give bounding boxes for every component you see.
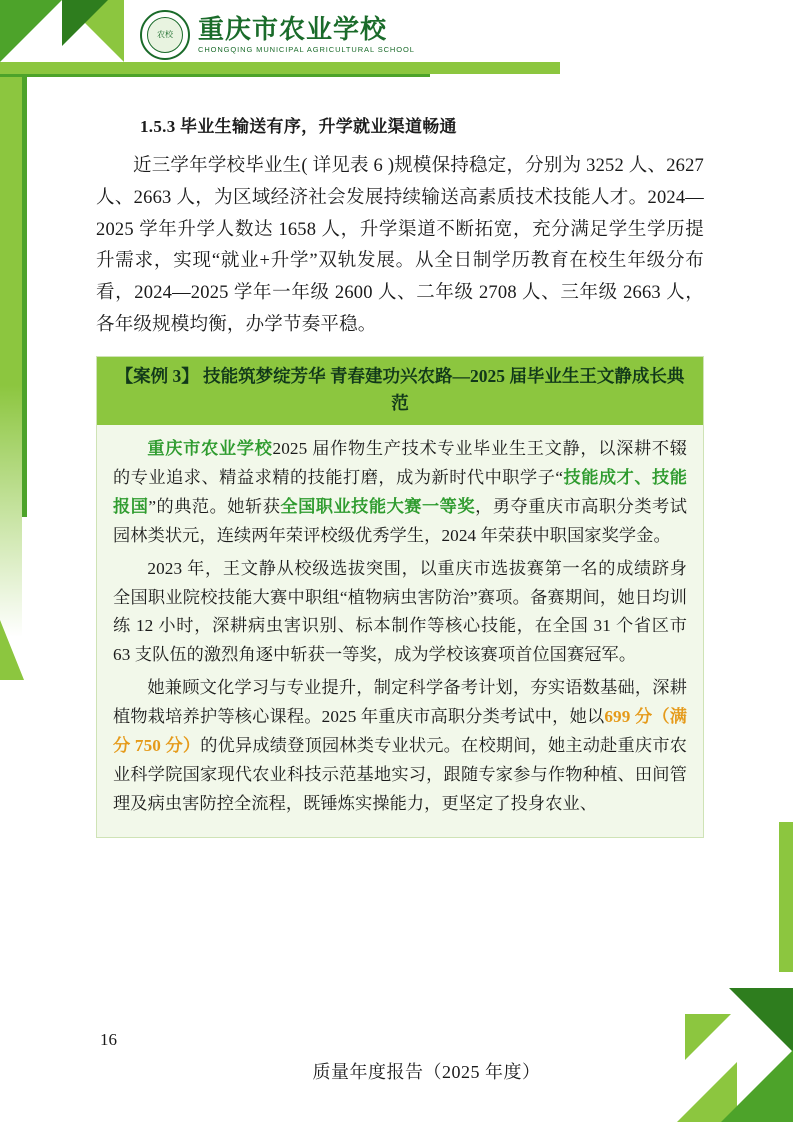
case-paragraph-1: [113, 435, 687, 551]
decoration-left-band-secondary: [22, 77, 27, 517]
body-paragraph: 近三学年学校毕业生( 详见表 6 )规模保持稳定，分别为 3252 人、2627 人、2663 人，为区域经济社会发展持续输送高素质技术技能人才。2024—2025 学年升学人数达 1658 人，升学渠道不断拓宽，充分满足学生学历提升需求，实现“就业+升学”双轨发展。从全日制学历教育在校生年级分布看，2024—2025 学年一年级 2600 人、二年级 2708 人、三年级 2663 人，各年级规模均衡，办学节奏平稳。: [96, 156, 704, 336]
decoration-top-left-triangle: [0, 0, 62, 62]
decoration-bottom-right-dark-triangle: [729, 988, 793, 1052]
case-study-title: [97, 357, 703, 425]
case-text-segment: 技能成才、技能报国: [113, 468, 687, 516]
case-text-segment: ，勇夺重庆市高职分类考试园林类状元，连续两年荣评校级优秀学生，2024 年荣获中职国家奖学金。: [113, 496, 687, 545]
case-paragraph-2: [113, 555, 687, 671]
page-number: 16: [100, 1030, 117, 1049]
case-text-segment: 699 分（满分 750 分）: [113, 707, 688, 756]
page-header: [140, 10, 415, 60]
footer-title: 质量年度报告（2025 年度）: [312, 1062, 541, 1082]
case-text-segment: ”的典范。她斩获: [148, 496, 281, 516]
document-content: [96, 112, 704, 838]
school-emblem-inner-text: 农校: [147, 17, 183, 53]
case-text-segment: 重庆市农业学校: [147, 439, 273, 459]
decoration-bottom-right-bar: [779, 822, 793, 972]
section-heading: 1.5.3 毕业生输送有序，升学就业渠道畅通: [140, 117, 457, 136]
decoration-top-bar-secondary: [0, 74, 430, 77]
case-study-title-main: 技能筑梦绽芳华 青春建功兴农路—2025 届毕业生王文静成长典范: [203, 365, 685, 413]
case-paragraph-3: [113, 674, 687, 818]
decoration-top-bar: [0, 62, 560, 74]
case-study-title-lead: 【案例 3】: [115, 365, 199, 386]
case-text-segment: 2023 年，王文静从校级选拔突围，以重庆市选拔赛第一名的成绩跻身全国职业院校技能大赛中职组“植物病虫害防治”赛项。备赛期间，她日均训练 12 小时，深耕病虫害识别、标本制作等核心技能，在全国 31 个省区市 63 支队伍的激烈角逐中斩获一等奖，成为学校该赛项首位国赛冠军。: [113, 558, 687, 665]
school-emblem-icon: [140, 10, 190, 60]
decoration-left-triangle: [0, 620, 24, 680]
case-study-box: [96, 356, 704, 838]
case-text-segment: 全国职业技能大赛一等奖: [280, 496, 476, 516]
school-name-cn: 重庆市农业学校: [198, 14, 388, 44]
school-name-block: [198, 16, 415, 54]
case-text-segment: 的优异成绩登顶园林类专业状元。在校期间，她主动赴重庆市农业科学院国家现代农业科技示范基地实习，跟随专家参与作物种植、田间管理及病虫害防控全流程，既锤炼实操能力，更坚定了投身农业、: [113, 736, 687, 813]
decoration-bottom-right-accent-triangle: [685, 1014, 731, 1060]
case-study-body: [97, 425, 703, 837]
case-text-segment: 她兼顾文化学习与专业提升，制定科学备考计划，夯实语数基础，深耕植物栽培养护等核心课程。2025 年重庆市高职分类考试中，她以: [113, 678, 687, 727]
decoration-top-left-dark-triangle: [62, 0, 108, 46]
case-text-segment: 2025 届作物生产技术专业毕业生王文静，以深耕不辍的专业追求、精益求精的技能打磨，成为新时代中职学子“: [113, 439, 687, 488]
decoration-left-band: [0, 77, 22, 637]
school-name-en: CHONGQING MUNICIPAL AGRICULTURAL SCHOOL: [198, 45, 415, 55]
